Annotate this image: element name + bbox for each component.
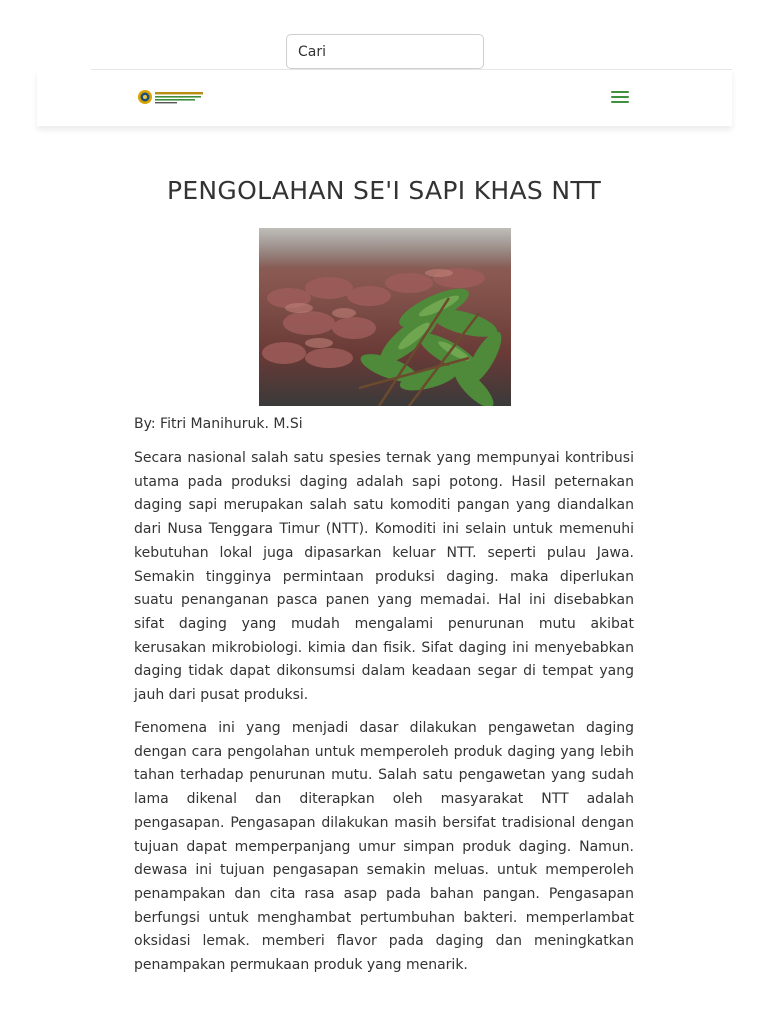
article-title: PENGOLAHAN SE'I SAPI KHAS NTT — [166, 176, 602, 205]
article-image — [259, 228, 511, 406]
logo-icon[interactable] — [137, 88, 207, 106]
navbar-divider-gap — [37, 68, 91, 71]
article-paragraph: Fenomena ini yang menjadi dasar dilakukan pengawetan daging dengan cara pengolahan untuk memperoleh produk daging yang lebih tahan terhadap penurunan mutu. Salah satu pengawetan yang sudah lama dikenal dan diterapkan oleh masyarakat NTT adalah pengasapan. Pengasapan dilakukan masih bersifat tradisional dengan tujuan dapat memperpanjang umur simpan produk daging. Namun. dewasa ini tujuan pengasapan semakin meluas. untuk memperoleh penampakan dan cita rasa asap pada bahan pangan. Pengasapan berfungsi untuk menghambat pertumbuhan bakteri. memperlambat oksidasi lemak. memberi flavor pada daging dan meningkatkan penampakan permukaan produk yang menarik. — [134, 720, 634, 974]
hamburger-bar — [611, 91, 629, 93]
sei-meat-smoking-photo — [259, 228, 511, 406]
hamburger-menu-icon[interactable] — [610, 88, 630, 106]
search-box[interactable] — [286, 34, 484, 69]
hamburger-bar — [611, 96, 629, 98]
search-input[interactable] — [287, 35, 483, 68]
navbar — [37, 69, 732, 126]
article-byline: By: Fitri Manihuruk. M.Si — [134, 416, 303, 432]
hamburger-bar — [611, 101, 629, 103]
article-paragraph: Secara nasional salah satu spesies ternak yang mempunyai kontribusi utama pada produksi daging adalah sapi potong. Hasil peternakan daging sapi merupakan salah satu komoditi pangan yang diandalkan dari Nusa Tenggara Timur (NTT). Komoditi ini selain untuk memenuhi kebutuhan lokal juga dipasarkan keluar NTT. seperti pulau Jawa. Semakin tingginya permintaan produksi daging. maka diperlukan suatu penanganan pasca panen yang memadai. Hal ini disebabkan sifat daging yang mudah mengalami penurunan mutu akibat kerusakan mikrobiologi. kimia dan fisik. Sifat daging ini menyebabkan daging tidak dapat dikonsumsi dalam keadaan segar di tempat yang jauh dari pusat produksi. — [134, 450, 634, 704]
